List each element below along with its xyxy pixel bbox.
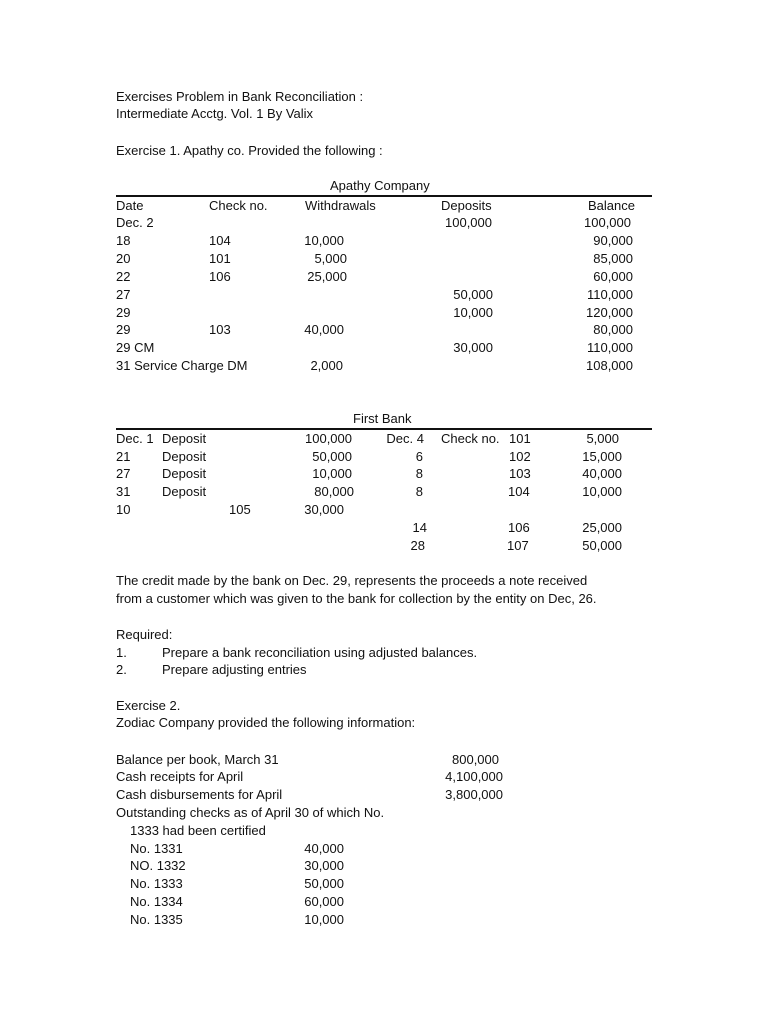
bank-right-check: 106 bbox=[508, 520, 530, 535]
company-table-title: Apathy Company bbox=[330, 178, 430, 193]
company-cell-date: Dec. 2 bbox=[116, 215, 154, 230]
company-cell-date: 20 bbox=[116, 251, 131, 266]
bank-left-date: 27 bbox=[116, 466, 131, 481]
bank-right-date: Dec. 4 bbox=[386, 431, 424, 446]
exercise2-intro: Zodiac Company provided the following information: bbox=[116, 715, 416, 730]
bank-right-amount: 10,000 bbox=[582, 484, 622, 499]
company-cell-balance: 85,000 bbox=[593, 251, 633, 266]
bank-right-label: Check no. bbox=[441, 431, 500, 446]
bank-table-title: First Bank bbox=[353, 411, 412, 426]
company-cell-date: 27 bbox=[116, 287, 131, 302]
required-item-text: Prepare adjusting entries bbox=[162, 662, 307, 677]
company-cell-balance: 100,000 bbox=[584, 215, 631, 230]
company-cell-balance: 110,000 bbox=[586, 340, 633, 355]
company-cell-balance: 80,000 bbox=[593, 322, 633, 337]
company-cell-check-no: 101 bbox=[209, 251, 231, 266]
exercise2-item-value: 3,800,000 bbox=[445, 787, 503, 802]
bank-right-check: 103 bbox=[509, 466, 531, 481]
bank-right-amount: 5,000 bbox=[586, 431, 619, 446]
company-cell-withdrawals: 40,000 bbox=[304, 322, 344, 337]
exercise2-item-label: Cash receipts for April bbox=[116, 769, 244, 784]
company-cell-withdrawals: 25,000 bbox=[307, 269, 347, 284]
company-cell-date: 22 bbox=[116, 269, 131, 284]
company-cell-deposits: 10,000 bbox=[453, 305, 493, 320]
bank-left-date: 31 bbox=[116, 484, 131, 499]
check-amount: 60,000 bbox=[304, 894, 344, 909]
company-cell-balance: 90,000 bbox=[593, 233, 633, 248]
note-line-1: The credit made by the bank on Dec. 29, represents the proceeds a note received bbox=[116, 573, 588, 588]
company-cell-balance: 108,000 bbox=[586, 358, 633, 373]
check-amount: 50,000 bbox=[304, 876, 344, 891]
exercise2-item-label: Balance per book, March 31 bbox=[116, 752, 279, 767]
company-cell-date: 18 bbox=[116, 233, 131, 248]
doc-subtitle: Intermediate Acctg. Vol. 1 By Valix bbox=[116, 106, 314, 121]
outstanding-line-2: 1333 had been certified bbox=[130, 823, 266, 838]
check-number: No. 1333 bbox=[130, 876, 183, 891]
outstanding-line-1: Outstanding checks as of April 30 of which No. bbox=[116, 805, 385, 820]
check-number: No. 1335 bbox=[130, 912, 183, 927]
bank-left-amount: 100,000 bbox=[305, 431, 352, 446]
bank-right-check: 101 bbox=[509, 431, 531, 446]
company-cell-date: 29 bbox=[116, 322, 131, 337]
bank-left-amount: 10,000 bbox=[312, 466, 352, 481]
bank-right-date: 8 bbox=[415, 466, 423, 481]
bank-table-rule bbox=[116, 428, 652, 430]
required-item-number: 2. bbox=[116, 662, 127, 677]
bank-left-desc: 105 bbox=[229, 502, 251, 517]
required-label: Required: bbox=[116, 627, 173, 642]
bank-left-desc: Deposit bbox=[162, 466, 207, 481]
required-item-text: Prepare a bank reconciliation using adjusted balances. bbox=[162, 645, 478, 660]
company-cell-withdrawals: 2,000 bbox=[310, 358, 343, 373]
bank-right-amount: 25,000 bbox=[582, 520, 622, 535]
company-cell-withdrawals: 10,000 bbox=[304, 233, 344, 248]
bank-left-amount: 50,000 bbox=[312, 449, 352, 464]
company-cell-deposits: 100,000 bbox=[445, 215, 492, 230]
company-cell-check-no: 104 bbox=[209, 233, 231, 248]
bank-left-date: 10 bbox=[116, 502, 131, 517]
bank-right-amount: 15,000 bbox=[582, 449, 622, 464]
col-header-balance: Balance bbox=[588, 198, 635, 213]
check-amount: 10,000 bbox=[304, 912, 344, 927]
exercise2-item-value: 4,100,000 bbox=[445, 769, 503, 784]
bank-right-check: 107 bbox=[507, 538, 529, 553]
company-table-rule bbox=[116, 195, 652, 197]
bank-right-amount: 40,000 bbox=[582, 466, 622, 481]
exercise2-item-label: Cash disbursements for April bbox=[116, 787, 283, 802]
bank-right-check: 104 bbox=[508, 484, 530, 499]
bank-left-date: 21 bbox=[116, 449, 131, 464]
company-cell-date: 29 bbox=[116, 305, 131, 320]
company-cell-date: 29 CM bbox=[116, 340, 155, 355]
required-item-number: 1. bbox=[116, 645, 127, 660]
check-number: No. 1331 bbox=[130, 841, 183, 856]
col-header-deposits: Deposits bbox=[441, 198, 492, 213]
col-header-check-no: Check no. bbox=[209, 198, 268, 213]
bank-right-date: 14 bbox=[412, 520, 427, 535]
bank-left-amount: 80,000 bbox=[314, 484, 354, 499]
exercise2-item-value: 800,000 bbox=[452, 752, 499, 767]
bank-right-amount: 50,000 bbox=[582, 538, 622, 553]
col-header-withdrawals: Withdrawals bbox=[305, 198, 376, 213]
company-cell-check-no: 103 bbox=[209, 322, 231, 337]
company-cell-deposits: 30,000 bbox=[453, 340, 493, 355]
bank-left-desc: Deposit bbox=[162, 484, 207, 499]
company-cell-check-no: 106 bbox=[209, 269, 231, 284]
bank-right-date: 28 bbox=[410, 538, 425, 553]
bank-left-desc: Deposit bbox=[162, 449, 207, 464]
check-amount: 30,000 bbox=[304, 858, 344, 873]
company-cell-deposits: 50,000 bbox=[453, 287, 493, 302]
bank-right-date: 6 bbox=[415, 449, 423, 464]
bank-right-check: 102 bbox=[509, 449, 531, 464]
bank-left-date: Dec. 1 bbox=[116, 431, 154, 446]
company-cell-withdrawals: 5,000 bbox=[314, 251, 347, 266]
company-cell-balance: 120,000 bbox=[586, 305, 633, 320]
note-line-2: from a customer which was given to the bank for collection by the entity on Dec, 26. bbox=[116, 591, 597, 606]
col-header-date: Date bbox=[116, 198, 144, 213]
bank-right-date: 8 bbox=[415, 484, 423, 499]
company-cell-balance: 110,000 bbox=[586, 287, 633, 302]
bank-left-desc: Deposit bbox=[162, 431, 207, 446]
check-amount: 40,000 bbox=[304, 841, 344, 856]
exercise2-title: Exercise 2. bbox=[116, 698, 181, 713]
company-cell-balance: 60,000 bbox=[593, 269, 633, 284]
exercise1-intro: Exercise 1. Apathy co. Provided the following : bbox=[116, 143, 383, 158]
check-number: No. 1334 bbox=[130, 894, 183, 909]
bank-left-amount: 30,000 bbox=[304, 502, 344, 517]
doc-title: Exercises Problem in Bank Reconciliation : bbox=[116, 89, 364, 104]
check-number: NO. 1332 bbox=[130, 858, 186, 873]
company-cell-date: 31 Service Charge DM bbox=[116, 358, 248, 373]
